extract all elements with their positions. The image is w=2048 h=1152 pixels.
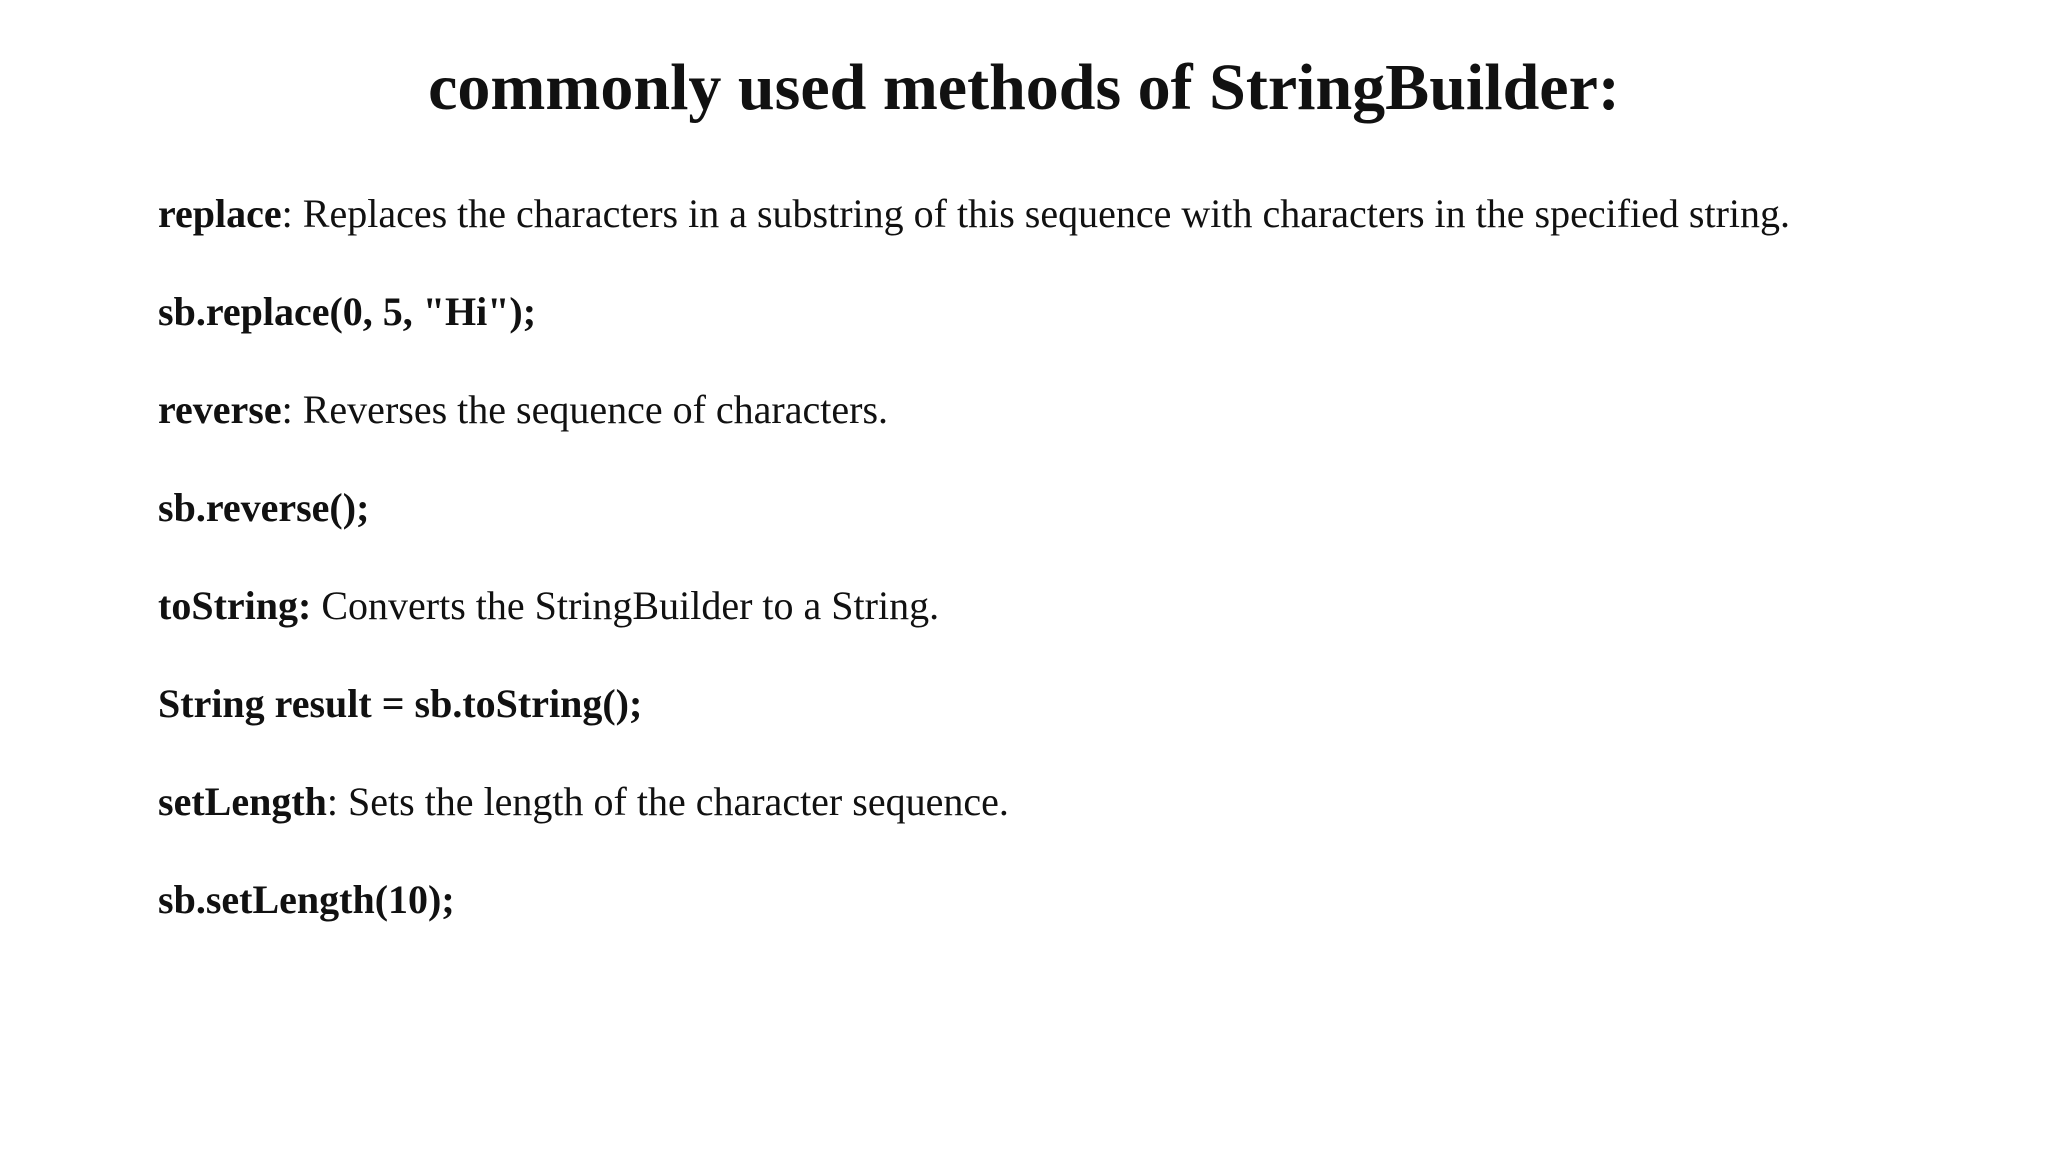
term-separator: : xyxy=(281,191,293,236)
method-description: Replaces the characters in a substring of this sequence with characters in the specified string. xyxy=(292,191,1791,236)
method-tostring-description xyxy=(158,568,1906,644)
term-separator: : xyxy=(281,387,293,432)
method-term: reverse xyxy=(158,387,282,432)
slide-title: commonly used methods of StringBuilder: xyxy=(428,51,1620,124)
method-reverse-description xyxy=(158,372,1906,448)
method-tostring-code: String result = sb.toString(); xyxy=(158,681,643,726)
method-description: Reverses the sequence of characters. xyxy=(292,387,889,432)
method-replace-description xyxy=(158,176,1906,252)
method-setlength-description xyxy=(158,764,1906,840)
method-term: replace xyxy=(158,191,282,236)
method-reverse-code: sb.reverse(); xyxy=(158,485,370,530)
term-separator: : xyxy=(326,779,339,824)
method-term: toString: xyxy=(158,583,312,628)
slide-content xyxy=(158,176,1906,938)
method-replace-code: sb.replace(0, 5, "Hi"); xyxy=(158,289,537,334)
method-description: Converts the StringBuilder to a String. xyxy=(311,583,940,628)
method-term: setLength xyxy=(158,779,327,824)
method-description: Sets the length of the character sequence. xyxy=(338,779,1009,824)
method-setlength-code: sb.setLength(10); xyxy=(158,877,455,922)
